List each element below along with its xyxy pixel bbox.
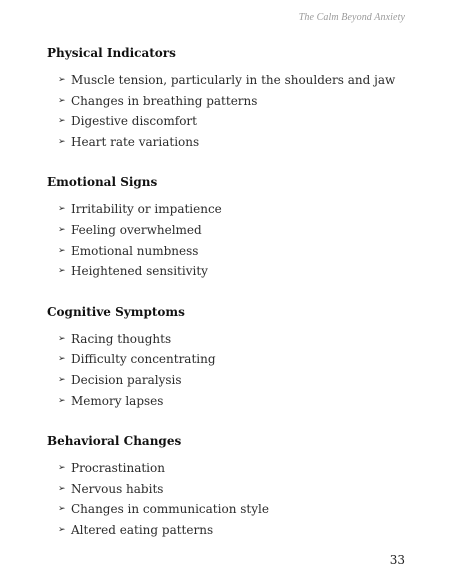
arrow-bullet-icon: ➢	[58, 245, 66, 256]
arrow-bullet-icon: ➢	[58, 136, 66, 147]
list-item	[47, 261, 407, 282]
section-cognitive-symptoms	[47, 303, 407, 411]
list-item-text: Procrastination	[71, 461, 165, 476]
list-item	[47, 91, 407, 112]
arrow-bullet-icon: ➢	[58, 224, 66, 235]
list-item-text: Difficulty concentrating	[71, 352, 216, 367]
arrow-bullet-icon: ➢	[58, 374, 66, 385]
list-item-text: Heart rate variations	[71, 134, 200, 149]
list-item	[47, 499, 407, 520]
bullet-list	[47, 458, 407, 540]
list-item-text: Feeling overwhelmed	[71, 222, 202, 237]
list-item	[47, 220, 407, 241]
list-item-text: Nervous habits	[71, 481, 164, 496]
arrow-bullet-icon: ➢	[58, 395, 66, 406]
list-item-text: Memory lapses	[71, 393, 164, 408]
list-item-text: Emotional numbness	[71, 243, 199, 258]
bullet-list	[47, 70, 407, 152]
section-heading: Cognitive Symptoms	[47, 304, 185, 319]
running-header: The Calm Beyond Anxiety	[298, 12, 405, 23]
arrow-bullet-icon: ➢	[58, 354, 66, 365]
section-behavioral-changes	[47, 432, 407, 540]
section-heading: Emotional Signs	[47, 175, 158, 190]
list-item	[47, 458, 407, 479]
arrow-bullet-icon: ➢	[58, 204, 66, 215]
list-item	[47, 241, 407, 262]
bullet-list	[47, 329, 407, 411]
page-content	[47, 44, 407, 562]
list-item	[47, 370, 407, 391]
section-physical-indicators	[47, 44, 407, 152]
arrow-bullet-icon: ➢	[58, 75, 66, 85]
list-item-text: Decision paralysis	[71, 372, 182, 387]
list-item	[47, 70, 407, 91]
section-heading: Physical Indicators	[47, 46, 176, 60]
section-emotional-signs	[47, 173, 407, 281]
list-item	[47, 520, 407, 541]
page-number: 33	[389, 553, 405, 567]
list-item	[47, 111, 407, 132]
arrow-bullet-icon: ➢	[58, 504, 66, 515]
arrow-bullet-icon: ➢	[58, 463, 66, 474]
arrow-bullet-icon: ➢	[58, 524, 66, 535]
list-item	[47, 349, 407, 370]
list-item-text: Altered eating patterns	[71, 522, 214, 537]
section-heading: Behavioral Changes	[47, 434, 182, 449]
list-item	[47, 391, 407, 412]
arrow-bullet-icon: ➢	[58, 116, 66, 127]
list-item-text: Heightened sensitivity	[71, 264, 208, 279]
list-item	[47, 132, 407, 153]
list-item	[47, 329, 407, 350]
arrow-bullet-icon: ➢	[58, 483, 66, 494]
list-item-text: Changes in communication style	[71, 502, 269, 517]
list-item-text: Digestive discomfort	[71, 114, 197, 129]
list-item	[47, 479, 407, 500]
list-item-text: Changes in breathing patterns	[71, 93, 258, 108]
list-item-text: Muscle tension, particularly in the shoulders and jaw	[71, 73, 396, 87]
list-item-text: Irritability or impatience	[71, 202, 222, 217]
arrow-bullet-icon: ➢	[58, 266, 66, 277]
list-item-text: Racing thoughts	[71, 331, 172, 346]
arrow-bullet-icon: ➢	[58, 95, 66, 106]
arrow-bullet-icon: ➢	[58, 333, 66, 344]
list-item	[47, 199, 407, 220]
bullet-list	[47, 199, 407, 281]
